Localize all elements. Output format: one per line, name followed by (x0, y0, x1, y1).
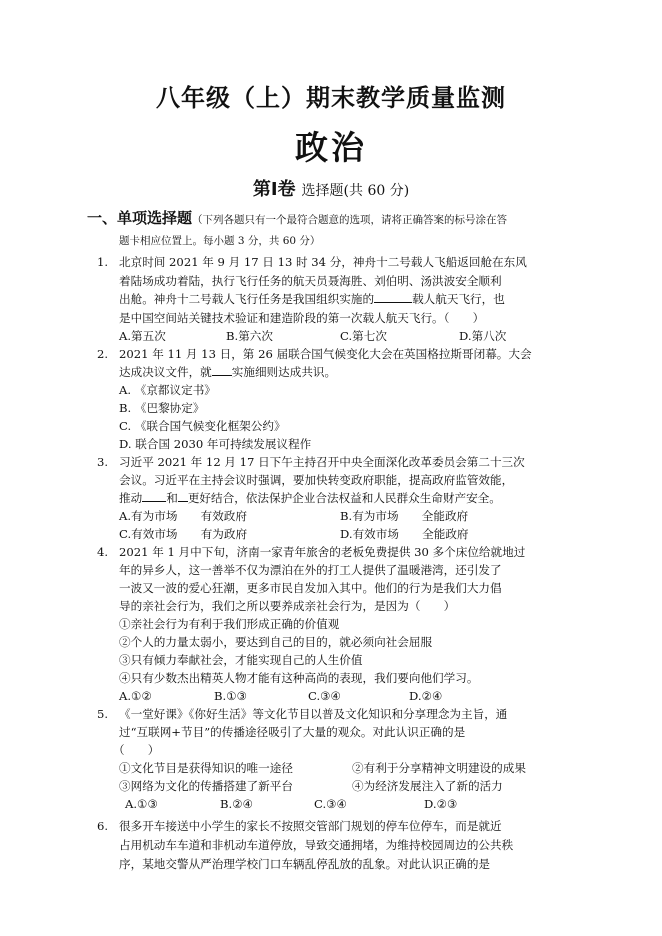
option-b[interactable]: B.②④ (220, 797, 253, 811)
question-text: 和 (166, 491, 178, 505)
subject-title: 政治 (295, 128, 367, 167)
question-text: 过“互联网+节目”的传播途径吸引了大量的观众。对此认识正确的是 (119, 725, 466, 739)
section-note-2: 题卡相应位置上。每小题 3 分，共 60 分） (119, 235, 321, 247)
question-text: 序，某地交警从严治理学校门口车辆乱停乱放的乱象。对此认识正确的是 (119, 857, 491, 871)
section-note-1: （下列各题只有一个最符合题意的选项，请将正确答案的标号涂在答 (192, 214, 508, 226)
question-text: 很多开车接送中小学生的家长不按照交管部门规划的停车位停车，而是就近 (119, 819, 502, 833)
option-b[interactable]: B.第六次 (226, 329, 273, 343)
question-number: 4. (97, 545, 109, 559)
question-text: 北京时间 2021 年 9 月 17 日 13 时 34 分，神舟十二号载人飞船返回舱在东风 (119, 255, 527, 269)
volume-label: 第Ⅰ卷 (252, 179, 296, 200)
statement-item: ④只有少数杰出精英人物才能有这种高尚的表现，我们要向他们学习。 (119, 671, 479, 685)
question-text: 更好结合，依法保护企业合法权益和人民群众生命财产安全。 (187, 491, 501, 505)
question-text: 是中国空间站关键技术验证和建造阶段的第一次载人航天飞行。（ ） (119, 311, 485, 325)
option-row (97, 687, 577, 705)
question-text: 占用机动车车道和非机动车道停放，导致交通拥堵，为维持校园周边的公共秩 (119, 838, 514, 852)
option-row (97, 507, 577, 525)
statement-item: ②个人的力量太弱小，要达到自己的目的，就必须向社会屈服 (119, 635, 433, 649)
statement-item: ②有利于分享精神文明建设的成果 (352, 761, 526, 775)
question-number: 1. (97, 255, 109, 269)
option-d[interactable]: D.②④ (409, 689, 443, 703)
question-text: 一波又一波的爱心狂潮，更多市民自发加入其中。他们的行为是我们大力倡 (119, 581, 502, 595)
exam-title: 八年级（上）期末教学质量监测 (156, 84, 506, 112)
statement-item: ③只有倾力奉献社会，才能实现自己的人生价值 (119, 653, 363, 667)
question-text: 导的亲社会行为，我们之所以要养成亲社会行为，是因为（ ） (119, 599, 456, 613)
statement-item: ③网络为文化的传播搭建了新平台 (119, 779, 293, 793)
question-text: 实施细则达成共识。 (231, 365, 337, 379)
option-a[interactable]: A.有为市场 有效政府 (119, 509, 247, 523)
option-b[interactable]: B.①③ (214, 689, 247, 703)
question-text: 《一堂好课》《你好生活》等文化节目以普及文化知识和分享理念为主旨，通 (119, 707, 508, 721)
volume-heading (0, 175, 662, 201)
question-number: 6. (97, 819, 109, 833)
option-a[interactable]: A.①② (119, 689, 152, 703)
question-number: 3. (97, 455, 109, 469)
option-c[interactable]: C.有效市场 有为政府 (119, 527, 248, 541)
question-text: 习近平 2021 年 12 月 17 日下午主持召开中央全面深化改革委员会第二十三次 (119, 455, 525, 469)
statement-item: ④为经济发展注入了新的活力 (352, 779, 503, 793)
question-text: 出舱。神舟十二号载人飞行任务是我国组织实施的 (119, 292, 375, 306)
option-a[interactable]: A.①③ (125, 797, 158, 811)
question-text: 推动 (119, 491, 143, 505)
option-c[interactable]: C.③④ (308, 689, 341, 703)
answer-blank (212, 363, 232, 376)
option-a[interactable]: A. 《京都议定书》 (119, 383, 216, 397)
answer-paren: （ ） (113, 743, 160, 757)
option-d[interactable]: D.第八次 (459, 329, 507, 343)
option-d[interactable]: D. 联合国 2030 年可持续发展议程作 (119, 437, 312, 451)
option-row (97, 525, 577, 543)
question-text: 达成决议文件，就 (119, 365, 212, 379)
volume-subtitle: 选择题(共 60 分) (301, 183, 410, 199)
question-number: 5. (97, 707, 109, 721)
statement-item: ①亲社会行为有利于我们形成正确的价值观 (119, 617, 340, 631)
option-b[interactable]: B.有为市场 全能政府 (340, 509, 469, 523)
section-intro (87, 208, 565, 252)
answer-blank (178, 489, 188, 502)
option-b[interactable]: B. 《巴黎协定》 (119, 401, 205, 415)
question-text: 2021 年 1 月中下旬，济南一家青年旅舍的老板免费提供 30 多个床位给就地过 (119, 545, 526, 559)
option-d[interactable]: D.有效市场 全能政府 (340, 527, 469, 541)
answer-blank (374, 290, 412, 303)
statement-item: ①文化节目是获得知识的唯一途径 (119, 761, 293, 775)
question-text: 着陆场成功着陆，执行飞行任务的航天员聂海胜、刘伯明、汤洪波安全顺利 (119, 274, 502, 288)
option-row (97, 327, 577, 345)
question-text: 年的异乡人，这一善举不仅为漂泊在外的打工人提供了温暖港湾，还引发了 (119, 563, 502, 577)
question-text: 2021 年 11 月 13 日，第 26 届联合国气候变化大会在英国格拉斯哥闭幕。大会 (119, 347, 532, 361)
statement-row (97, 759, 577, 777)
option-c[interactable]: C. 《联合国气候变化框架公约》 (119, 419, 286, 433)
option-c[interactable]: C.第七次 (340, 329, 387, 343)
option-row (97, 795, 577, 813)
option-d[interactable]: D.②③ (424, 797, 458, 811)
section-heading: 一、单项选择题 (87, 209, 193, 227)
option-c[interactable]: C.③④ (314, 797, 347, 811)
option-a[interactable]: A.第五次 (119, 329, 166, 343)
question-number: 2. (97, 347, 109, 361)
question-text: 载人航天飞行，也 (412, 292, 505, 306)
question-text: 会议。习近平在主持会议时强调，要加快转变政府职能，提高政府监管效能， (119, 473, 514, 487)
answer-blank (142, 489, 166, 502)
statement-row (97, 777, 577, 795)
